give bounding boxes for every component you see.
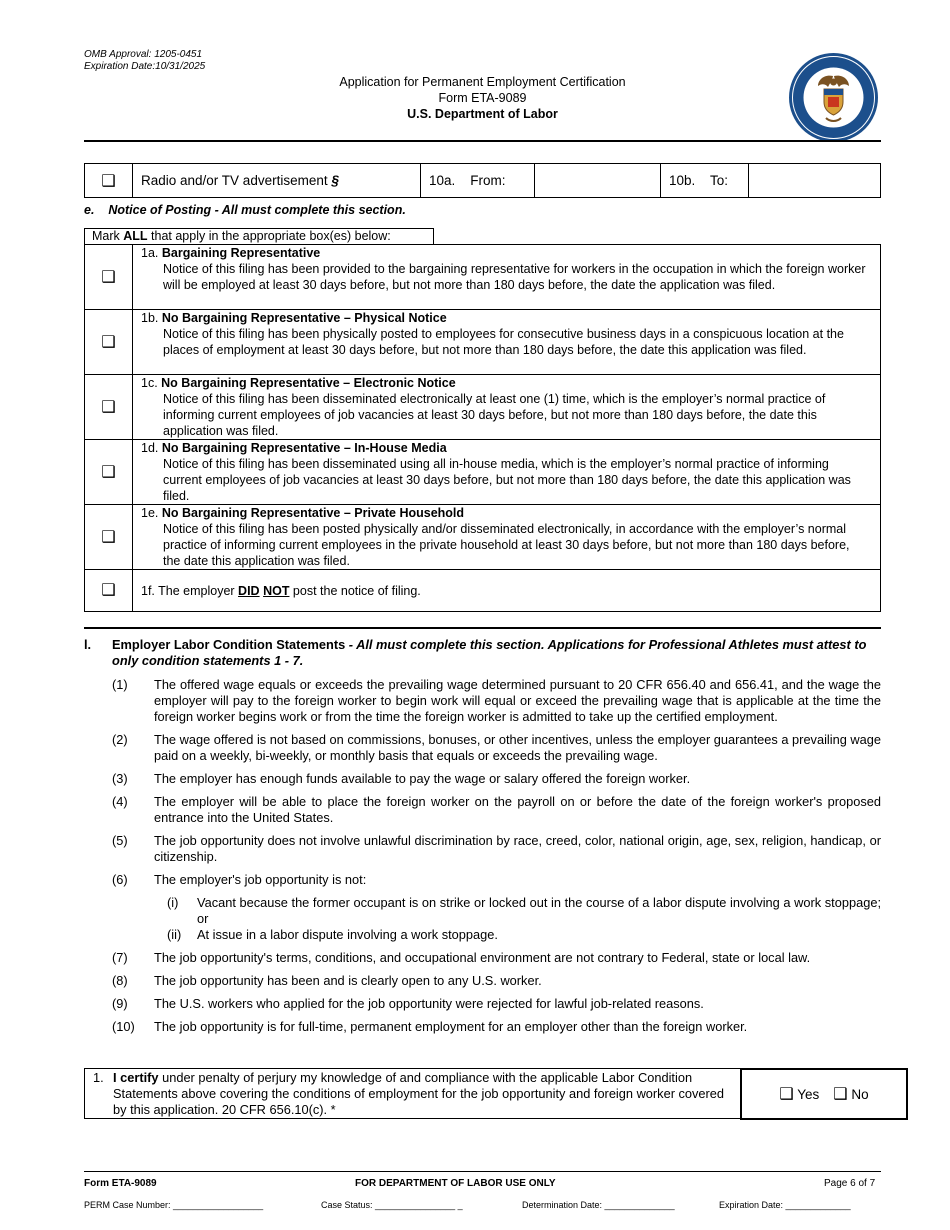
posting-option-1e: 1e. No Bargaining Representative – Private Household Notice of this filing has been posted physically and/or disseminated electronically, in accordance with the employer’s normal practice of informing current employees in the private household at least 30 days before, but not more than 180 days before, the date this application was filed. bbox=[133, 505, 881, 570]
yes-option[interactable] bbox=[779, 1086, 819, 1102]
statement-9: (9) The U.S. workers who applied for the job opportunity were rejected for lawful job-related reasons. bbox=[112, 996, 704, 1011]
radio-tv-label: Radio and/or TV advertisement § bbox=[133, 164, 421, 198]
posting-checkbox-1e[interactable]: ❑ bbox=[85, 505, 133, 570]
statement-7: (7) The job opportunity's terms, conditions, and occupational environment are not contrary to Federal, state or local law. bbox=[112, 950, 811, 965]
omb-expiration: Expiration Date:10/31/2025 bbox=[84, 61, 206, 72]
statement-6: (6) The employer's job opportunity is not: (i) Vacant because the former occupant is on strike or locked out in the course of a labor dispute involving a work stoppage; or (ii) At issue in a labor dispute involving a work stoppage. bbox=[112, 872, 881, 942]
section-l-header bbox=[84, 637, 881, 669]
posting-option-1d: 1d. No Bargaining Representative – In-House Media Notice of this filing has been disseminated using all in-house media, which is the employer’s normal practice of informing current employees of job vacancies at least 30 days before, but not more than 180 days before, the date this application was filed. bbox=[133, 440, 881, 505]
section-l-heading: Employer Labor Condition Statements bbox=[112, 637, 346, 652]
case-status: Case Status: ________________ _ bbox=[321, 1200, 463, 1210]
statement-10: (10) The job opportunity is for full-time, permanent employment for an employer other than the foreign worker. bbox=[112, 1019, 748, 1034]
yes-checkbox[interactable]: ❑ bbox=[779, 1084, 794, 1103]
posting-option-1a: 1a. Bargaining Representative Notice of this filing has been provided to the bargaining representative for workers in the occupation in which the foreign worker will be employed at least 30 days before, but not more than 180 days before, the date the application was filed. bbox=[133, 245, 881, 310]
statement-8: (8) The job opportunity has been and is clearly open to any U.S. worker. bbox=[112, 973, 542, 988]
statement-1: (1) The offered wage equals or exceeds the prevailing wage determined pursuant to 20 CFR 656.40 and 656.41, and the wage the employer will pay to the foreign worker to begin work will equal or exceed the prevailing wage that is applicable at the time the foreign worker begins work or from the time the foreign worker is admitted to take up the certified employment. bbox=[112, 677, 881, 724]
header-divider bbox=[84, 140, 881, 142]
posting-option-1f: 1f. The employer DID NOT post the notice of filing. bbox=[133, 570, 881, 612]
title-line-1: Application for Permanent Employment Certification bbox=[339, 75, 626, 89]
determination-date: Determination Date: ______________ bbox=[522, 1200, 675, 1210]
posting-row-1a bbox=[85, 245, 881, 310]
from-date-field[interactable] bbox=[535, 164, 661, 198]
notice-of-posting-table bbox=[84, 244, 881, 612]
certify-row bbox=[84, 1068, 908, 1120]
statement-6-sub-ii: (ii) At issue in a labor dispute involving a work stoppage. bbox=[167, 927, 498, 942]
posting-option-1b: 1b. No Bargaining Representative – Physical Notice Notice of this filing has been physically posted to employees for consecutive business days in a conspicuous location at the places of employment at least 30 days before, but not more than 180 days before, the date this application was filed. bbox=[133, 310, 881, 375]
no-label: No bbox=[851, 1087, 869, 1102]
posting-checkbox-1a[interactable]: ❑ bbox=[85, 245, 133, 310]
certify-statement: 1. I certify under penalty of perjury my knowledge of and compliance with the applicable Labor Condition Statements above covering the conditions of employment for the job opportunity and foreign worker covered by this application. 20 CFR 656.10(c). * bbox=[84, 1068, 741, 1119]
dol-seal-icon bbox=[788, 52, 879, 143]
posting-checkbox-1c[interactable]: ❑ bbox=[85, 375, 133, 440]
no-checkbox[interactable]: ❑ bbox=[833, 1084, 848, 1103]
no-option[interactable] bbox=[833, 1086, 868, 1102]
mark-all-instruction: Mark ALL that apply in the appropriate box(es) below: bbox=[84, 228, 434, 244]
section-divider bbox=[84, 627, 881, 629]
posting-row-1b bbox=[85, 310, 881, 375]
radio-tv-row bbox=[84, 163, 881, 198]
footer-divider bbox=[84, 1171, 881, 1172]
title-line-3: U.S. Department of Labor bbox=[407, 107, 558, 121]
to-label: 10b. To: bbox=[661, 164, 749, 198]
statement-2: (2) The wage offered is not based on commissions, bonuses, or other incentives, unless the employer guarantees a prevailing wage paid on a weekly, bi-weekly, or monthly basis that equals or exceeds the prevailing wage. bbox=[112, 732, 881, 763]
posting-checkbox-1f[interactable]: ❑ bbox=[85, 570, 133, 612]
omb-info bbox=[84, 49, 205, 73]
statement-3: (3) The employer has enough funds available to pay the wage or salary offered the foreign worker. bbox=[112, 771, 691, 786]
posting-option-1c: 1c. No Bargaining Representative – Electronic Notice Notice of this filing has been disseminated electronically at least one (1) time, which is the employer’s normal practice of informing current employees of job vacancies at least 30 days before, but not more than 180 days before, the date this application was filed. bbox=[133, 375, 881, 440]
statement-6-sub-i: (i) Vacant because the former occupant is on strike or locked out in the course of a labor dispute involving a work stoppage; or bbox=[167, 895, 881, 926]
footer-form: Form ETA-9089 bbox=[84, 1178, 157, 1189]
footer-use-only: FOR DEPARTMENT OF LABOR USE ONLY bbox=[355, 1178, 556, 1189]
section-l-label: l. bbox=[84, 637, 92, 652]
from-label: 10a. From: bbox=[421, 164, 535, 198]
radio-tv-checkbox[interactable]: ❑ bbox=[85, 164, 133, 198]
title-line-2: Form ETA-9089 bbox=[438, 91, 527, 105]
yes-label: Yes bbox=[797, 1087, 820, 1102]
labor-condition-statements bbox=[112, 677, 881, 1042]
posting-row-1c bbox=[85, 375, 881, 440]
section-e-title: e. Notice of Posting - All must complete this section. bbox=[84, 203, 406, 217]
posting-row-1f bbox=[85, 570, 881, 612]
footer-page: Page 6 of 7 bbox=[824, 1178, 876, 1189]
omb-approval: OMB Approval: 1205-0451 bbox=[84, 49, 203, 60]
form-title bbox=[230, 74, 735, 122]
statement-4: (4) The employer will be able to place the foreign worker on the payroll on or before the date of the foreign worker's proposed entrance into the United States. bbox=[112, 794, 881, 825]
certify-answer bbox=[740, 1068, 908, 1120]
statement-5: (5) The job opportunity does not involve unlawful discrimination by race, creed, color, national origin, age, sex, religion, handicap, or citizenship. bbox=[112, 833, 881, 864]
posting-row-1e bbox=[85, 505, 881, 570]
perm-case-number: PERM Case Number: __________________ bbox=[84, 1200, 264, 1210]
section-l-subheading: - All must complete this section. Applications for Professional Athletes must attest to only condition statements 1 - 7. bbox=[112, 637, 867, 668]
posting-row-1d bbox=[85, 440, 881, 505]
to-date-field[interactable] bbox=[749, 164, 881, 198]
posting-checkbox-1d[interactable]: ❑ bbox=[85, 440, 133, 505]
posting-checkbox-1b[interactable]: ❑ bbox=[85, 310, 133, 375]
expiration-date: Expiration Date: _____________ bbox=[719, 1200, 851, 1210]
